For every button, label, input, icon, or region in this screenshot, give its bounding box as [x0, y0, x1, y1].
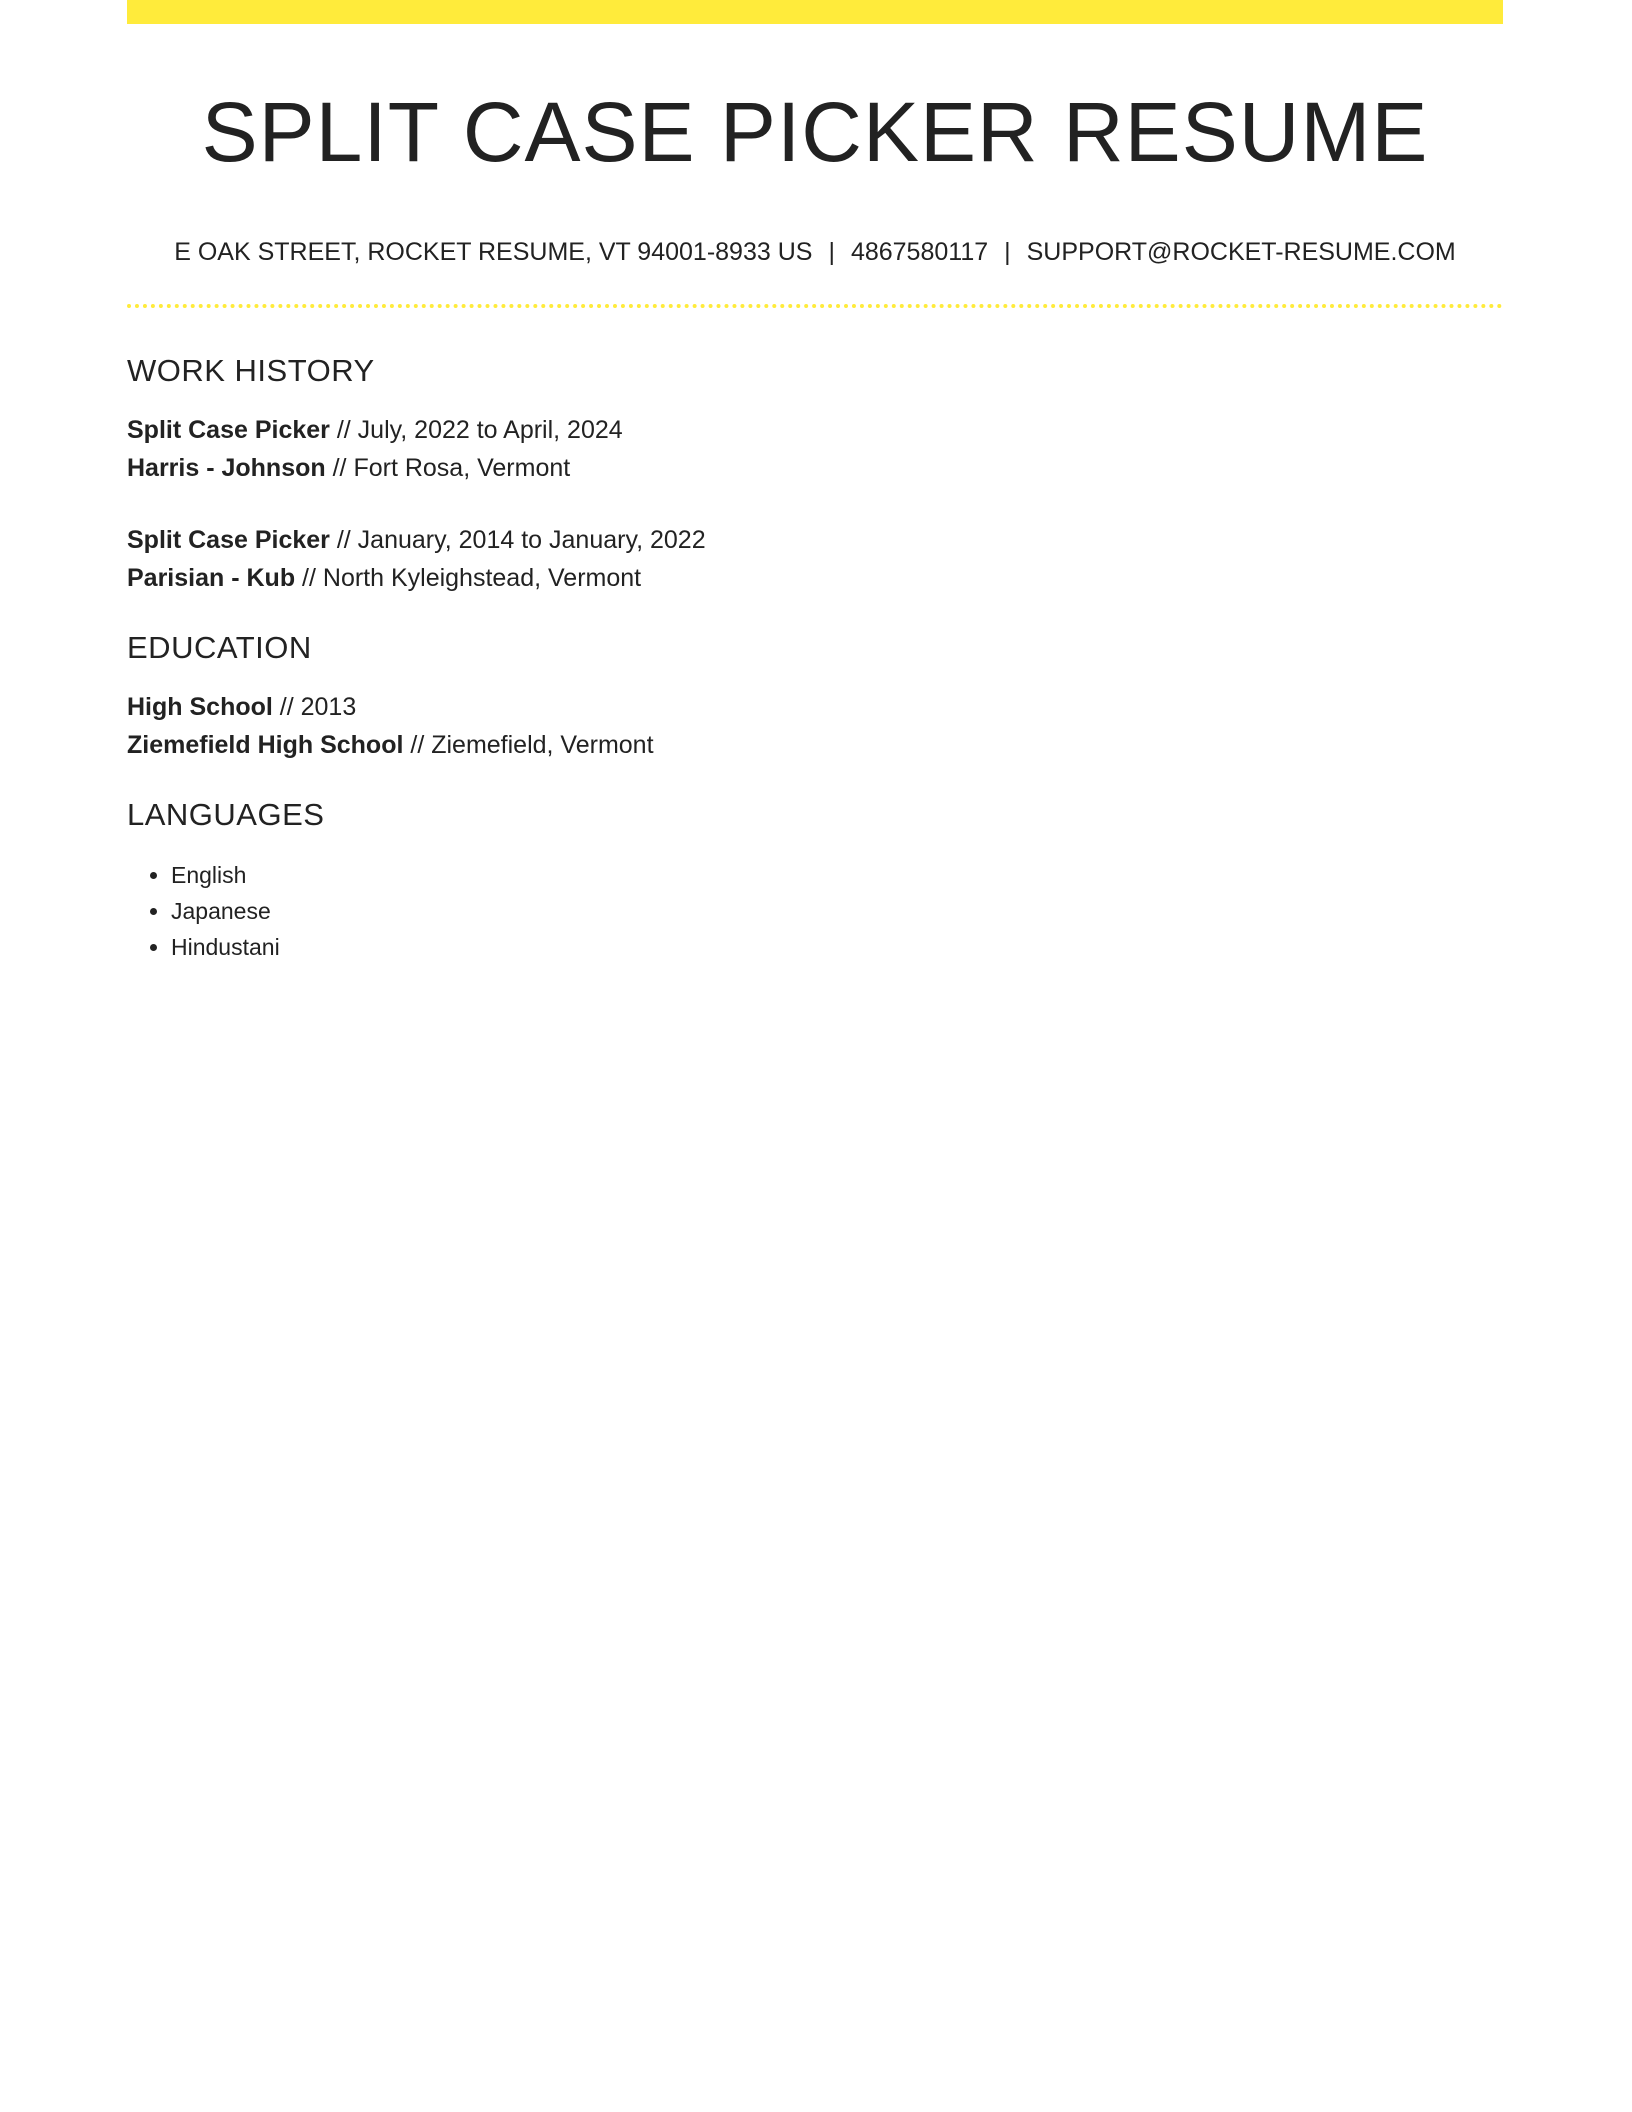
work-entry-employer-line [127, 559, 1503, 597]
section-heading-languages: LANGUAGES [127, 797, 325, 833]
languages-list [127, 857, 1503, 965]
education-school-line [127, 726, 1503, 764]
language-item: • English [171, 857, 1503, 893]
job-title: Split Case Picker [127, 525, 330, 554]
contact-email: SUPPORT@ROCKET-RESUME.COM [1026, 237, 1456, 266]
graduation-year: // 2013 [279, 693, 357, 722]
employer-name: Harris - Johnson [127, 453, 326, 482]
contact-address: E OAK STREET, ROCKET RESUME, VT 94001-8933 US [174, 237, 813, 266]
school-location: // Ziemefield, Vermont [410, 731, 654, 760]
employer-location: // Fort Rosa, Vermont [332, 453, 571, 482]
work-entry [127, 521, 1503, 597]
job-title: Split Case Picker [127, 415, 330, 444]
job-dates: // January, 2014 to January, 2022 [336, 525, 706, 554]
degree: High School [127, 693, 273, 722]
contact-separator: | [1004, 237, 1011, 266]
section-heading-education: EDUCATION [127, 629, 312, 665]
work-entry-title-line [127, 411, 1503, 449]
education-degree-line [127, 688, 1503, 726]
contact-separator: | [828, 237, 835, 266]
school-name: Ziemefield High School [127, 731, 404, 760]
accent-top-bar [127, 0, 1503, 24]
language-item: • Japanese [171, 893, 1503, 929]
education-entry [127, 688, 1503, 764]
work-entry-employer-line [127, 449, 1503, 487]
work-entry-title-line [127, 521, 1503, 559]
education-section [127, 629, 1503, 764]
employer-location: // North Kyleighstead, Vermont [302, 563, 642, 592]
work-entry [127, 411, 1503, 487]
section-heading-work-history: WORK HISTORY [127, 352, 375, 388]
work-history-section [127, 352, 1503, 597]
languages-section [127, 796, 1503, 965]
language-item: • Hindustani [171, 929, 1503, 965]
resume-title: SPLIT CASE PICKER RESUME [201, 85, 1429, 179]
contact-line [127, 237, 1503, 267]
employer-name: Parisian - Kub [127, 563, 296, 592]
job-dates: // July, 2022 to April, 2024 [336, 415, 623, 444]
dotted-divider [127, 304, 1503, 308]
contact-phone: 4867580117 [850, 237, 989, 266]
resume-page [127, 0, 1503, 965]
